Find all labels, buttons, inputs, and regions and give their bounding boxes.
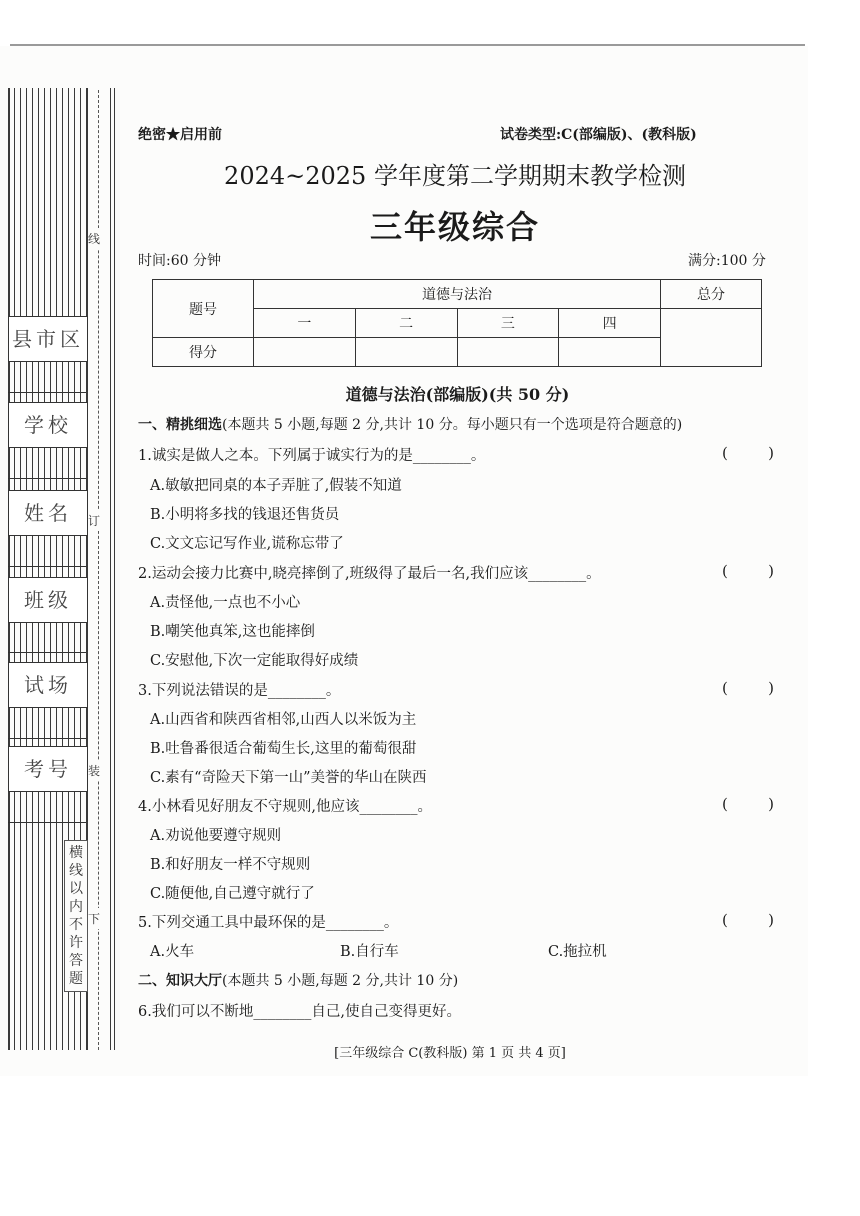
field-school: 学校 (8, 402, 88, 448)
question-4: 4.小林看见好朋友不守规则,他应该________。 (138, 799, 432, 815)
cut-label-ding: 订 (88, 510, 100, 531)
margin-rule (114, 88, 115, 1050)
margin-rule (38, 88, 39, 1050)
paren-close: ) (768, 562, 774, 580)
score-cell (559, 338, 661, 367)
margin-rule (50, 88, 51, 1050)
margin-rule (32, 88, 33, 1050)
question-3: 3.下列说法错误的是________。 (138, 683, 341, 699)
write-line (8, 392, 86, 393)
margin-rule (62, 88, 63, 1050)
option: B.小明将多找的钱退还售货员 (150, 507, 340, 523)
cut-label-xia: 下 (88, 908, 100, 929)
paren-open: ( (722, 795, 728, 813)
part2-heading (138, 970, 458, 990)
field-name: 姓名 (8, 490, 88, 536)
margin-rule (26, 88, 27, 1050)
exam-subtitle: 三年级综合 (369, 208, 540, 246)
answer-paren (722, 679, 774, 697)
write-line (8, 478, 86, 479)
option: B.和好朋友一样不守规则 (150, 857, 311, 873)
paper-type: 试卷类型:C(部编版)、(教科版) (500, 127, 697, 143)
exam-title: 2024~2025 学年度第二学期期末教学检测 (224, 162, 686, 190)
write-line (8, 566, 86, 567)
question-1: 1.诚实是做人之本。下列属于诚实行为的是________。 (138, 448, 486, 464)
paren-open: ( (722, 444, 728, 462)
table-group-label: 道德与法治 (254, 280, 661, 309)
table-header-title: 题号 (153, 280, 254, 338)
score-cell (254, 338, 356, 367)
paren-close: ) (768, 679, 774, 697)
table-col-2: 二 (355, 309, 457, 338)
write-line (8, 738, 86, 739)
field-exam-room: 试场 (8, 662, 88, 708)
paren-close: ) (768, 795, 774, 813)
score-cell (355, 338, 457, 367)
page-footer: [三年级综合 C(教科版) 第 1 页 共 4 页] (334, 1046, 566, 1061)
section-title: 道德与法治(部编版)(共 50 分) (345, 385, 570, 404)
field-county: 县市区 (8, 316, 88, 362)
option: A.劝说他要遵守规则 (150, 828, 282, 844)
secret-label: 绝密★启用前 (138, 127, 222, 143)
table-col-1: 一 (254, 309, 356, 338)
paren-open: ( (722, 911, 728, 929)
question-6: 6.我们可以不断地________自己,使自己变得更好。 (138, 1004, 461, 1020)
option: A.火车 (150, 944, 195, 960)
table-col-3: 三 (457, 309, 559, 338)
answer-paren (722, 795, 774, 813)
option: A.山西省和陕西省相邻,山西人以米饭为主 (150, 712, 417, 728)
score-cell (457, 338, 559, 367)
cut-label-xian: 线 (88, 228, 100, 249)
table-total-cell (661, 309, 762, 367)
paren-close: ) (768, 444, 774, 462)
table-score-label: 得分 (153, 338, 254, 367)
write-line (8, 652, 86, 653)
margin-rule (44, 88, 45, 1050)
margin-rule (110, 88, 111, 1050)
no-answer-notice: 横线以内不许答题 (64, 840, 88, 992)
margin-rule (14, 88, 15, 1050)
paren-close: ) (768, 911, 774, 929)
margin-rule (20, 88, 21, 1050)
option: C.安慰他,下次一定能取得好成绩 (150, 653, 359, 669)
field-exam-number: 考号 (8, 746, 88, 792)
cut-label-zhuang: 装 (88, 760, 100, 781)
part1-heading (138, 414, 682, 434)
option: C.随便他,自己遵守就行了 (150, 886, 315, 902)
paren-open: ( (722, 679, 728, 697)
option: C.拖拉机 (548, 944, 607, 960)
margin-rule (56, 88, 57, 1050)
margin-rule (8, 88, 10, 1050)
answer-paren (722, 444, 774, 462)
part1-heading-bold: 一、精挑细选 (138, 417, 222, 433)
option: B.自行车 (340, 944, 399, 960)
option: B.吐鲁番很适合葡萄生长,这里的葡萄很甜 (150, 741, 417, 757)
write-line (8, 822, 86, 823)
paren-open: ( (722, 562, 728, 580)
field-class: 班级 (8, 577, 88, 623)
option: C.文文忘记写作业,谎称忘带了 (150, 536, 344, 552)
table-total-label: 总分 (661, 280, 762, 309)
score-table (152, 279, 762, 367)
option: A.责怪他,一点也不小心 (150, 595, 301, 611)
time-limit: 时间:60 分钟 (138, 253, 221, 269)
option: A.敏敏把同桌的本子弄脏了,假装不知道 (150, 478, 402, 494)
table-col-4: 四 (559, 309, 661, 338)
question-2: 2.运动会接力比赛中,晓亮摔倒了,班级得了最后一名,我们应该________。 (138, 566, 601, 582)
part2-heading-rest: (本题共 5 小题,每题 2 分,共计 10 分) (222, 973, 459, 989)
part2-heading-bold: 二、知识大厅 (138, 973, 222, 989)
answer-paren (722, 911, 774, 929)
option: C.素有“奇险天下第一山”美誉的华山在陕西 (150, 770, 427, 786)
part1-heading-rest: (本题共 5 小题,每题 2 分,共计 10 分。每小题只有一个选项是符合题意的) (222, 417, 683, 433)
exam-sheet (0, 46, 808, 1076)
question-5: 5.下列交通工具中最环保的是________。 (138, 915, 399, 931)
full-score: 满分:100 分 (688, 253, 766, 269)
option: B.嘲笑他真笨,这也能摔倒 (150, 624, 315, 640)
answer-paren (722, 562, 774, 580)
